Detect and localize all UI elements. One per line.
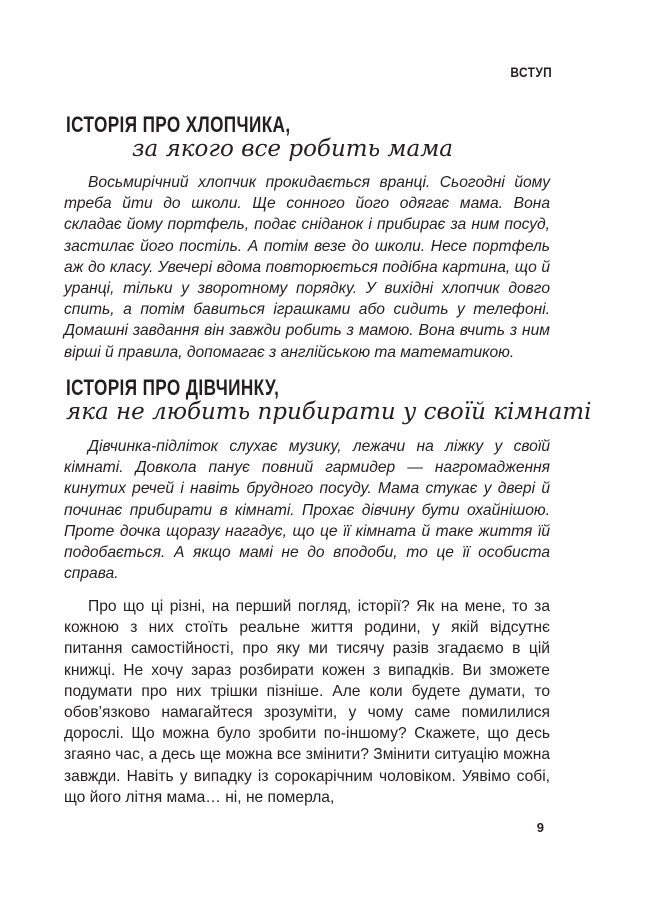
page-number: 9 (536, 820, 544, 835)
section2-title: ІСТОРІЯ ПРО ДІВЧИНКУ, (66, 375, 280, 400)
section2-paragraph: Дівчинка-підліток слухає музику, лежачи на ліжку у своїй кімнаті. Довкола панує повний гармидер — нагромадження кинутих речей і навіть брудного посуду. Мама стукає у двері й починає прибирати в кімнаті. Прохає дівчину бути охайнішою. Проте дочка щоразу нагадує, що це її кімната й таке життя їй подобається. А якщо мамі не до вподоби, то це її особиста справа. (64, 438, 550, 583)
section2-subtitle: яка не любить прибирати у своїй кімнаті (66, 399, 592, 425)
section1-subtitle: за якого все робить мама (132, 136, 453, 162)
section1-title: ІСТОРІЯ ПРО ХЛОПЧИКА, (66, 112, 291, 137)
body-paragraph: Про що ці різні, на перший погляд, історії? Як на мене, то за кожною з них стоїть реальне життя родини, у якій відсутнє питання самостійності, про яку ми тисячу разів згадаємо в цій книжці. Не хочу зараз розбирати кожен з випадків. Ви зможете подумати про них трішки пізніше. Але коли будете думати, то обов’язково намагайтеся зрозуміти, у чому саме помилилися дорослі. Що можна було зробити по-іншому? Скажете, що десь згаяно час, а десь ще можна все змінити? Змінити ситуацію можна завжди. Навіть у випадку із сорокарічним чоловіком. Уявімо собі, що його літня мама… ні, не померла, (64, 598, 550, 806)
section1-paragraph: Восьмирічний хлопчик прокидається вранці. Сьогодні йому треба йти до школи. Ще сонного його одягає мама. Вона складає йому портфель, подає сніданок і прибирає за ним посуд, застилає його постіль. А потім везе до школи. Несе портфель аж до класу. Увечері вдома повторюється подібна картина, що й уранці, тільки у зворотному порядку. У вихідні хлопчик довго спить, а потім бавиться іграшками або сидить у телефоні. Домашні завдання він завжди робить з мамою. Вона вчить з ним вірші й правила, допомагає з англійською та математикою. (64, 174, 550, 361)
running-head: ВСТУП (510, 64, 552, 80)
